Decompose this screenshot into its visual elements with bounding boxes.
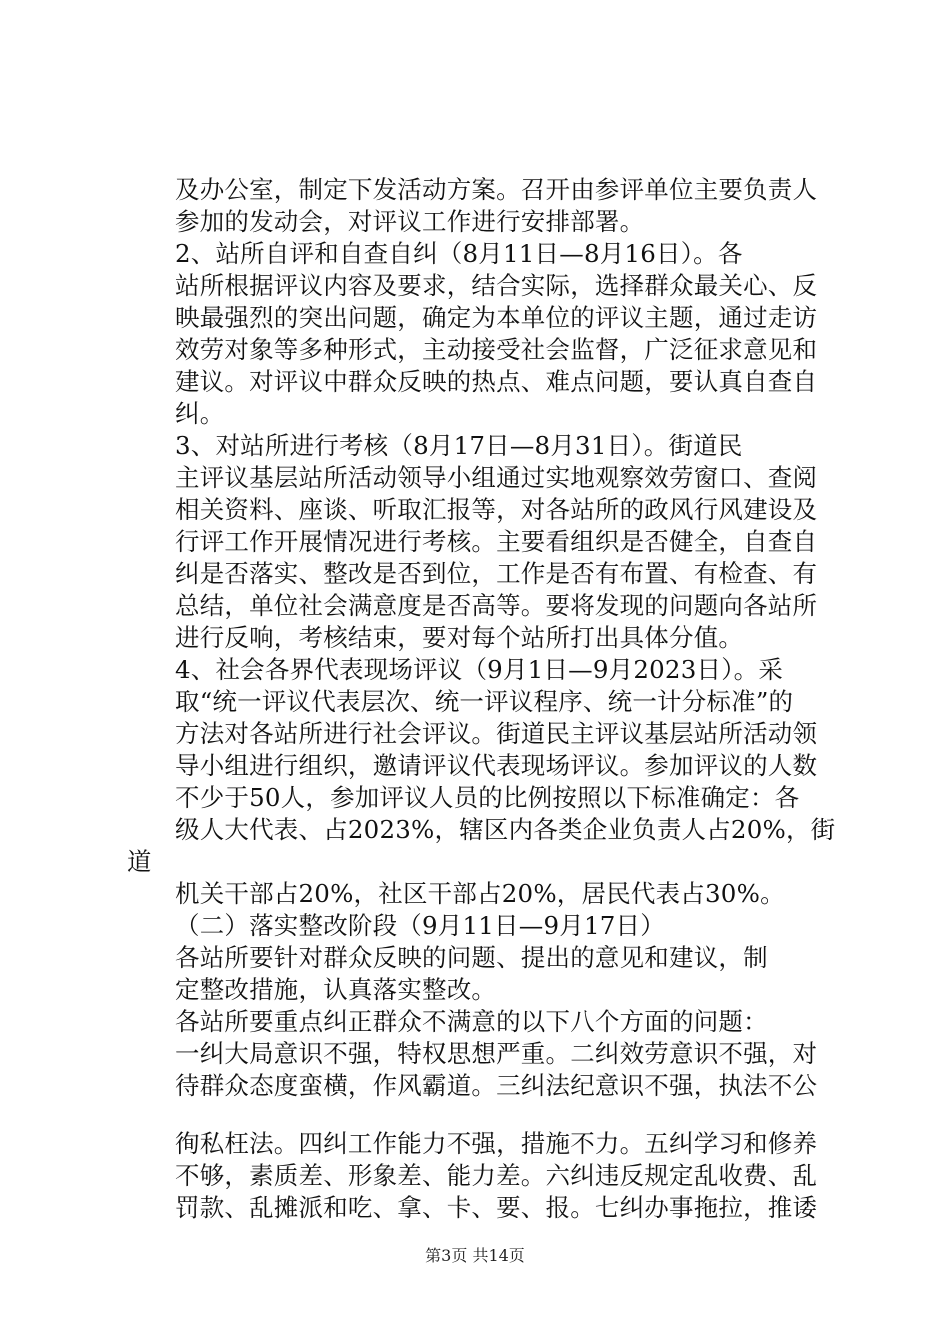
body-text-line: 纠。 bbox=[175, 399, 225, 428]
body-text-line: 及办公室，制定下发活动方案。召开由参评单位主要负责人 bbox=[175, 175, 818, 204]
body-text-line: 定整改措施，认真落实整改。 bbox=[175, 975, 497, 1004]
body-text-line: 建议。对评议中群众反映的热点、难点问题，要认真自查自 bbox=[175, 367, 818, 396]
body-text-line: （二）落实整改阶段（9月11日—9月17日） bbox=[175, 911, 665, 940]
body-text-line: 总结，单位社会满意度是否高等。要将发现的问题向各站所 bbox=[175, 591, 818, 620]
body-text-line: 纠是否落实、整改是否到位，工作是否有布置、有检查、有 bbox=[175, 559, 818, 588]
body-text-line: 级人大代表、占2023%，辖区内各类企业负责人占20%，街 bbox=[175, 815, 836, 844]
body-text-line: 站所根据评议内容及要求，结合实际，选择群众最关心、反 bbox=[175, 271, 818, 300]
body-text-line: 进行反响，考核结束，要对每个站所打出具体分值。 bbox=[175, 623, 744, 652]
body-text-line: 待群众态度蛮横，作风霸道。三纠法纪意识不强，执法不公 bbox=[175, 1071, 818, 1100]
body-text-line: 不够，素质差、形象差、能力差。六纠违反规定乱收费、乱 bbox=[175, 1161, 818, 1190]
body-text-line: 主评议基层站所活动领导小组通过实地观察效劳窗口、查阅 bbox=[175, 463, 818, 492]
body-text-line: 道 bbox=[127, 847, 152, 876]
body-text-line: 映最强烈的突出问题，确定为本单位的评议主题，通过走访 bbox=[175, 303, 818, 332]
body-text-line: 2、站所自评和自查自纠（8月11日—8月16日）。各 bbox=[175, 239, 743, 268]
body-text-line: 导小组进行组织，邀请评议代表现场评议。参加评议的人数 bbox=[175, 751, 818, 780]
body-text-line: 一纠大局意识不强，特权思想严重。二纠效劳意识不强，对 bbox=[175, 1039, 818, 1068]
body-text-line: 4、社会各界代表现场评议（9月1日—9月2023日）。采 bbox=[175, 655, 784, 684]
body-text-line: 行评工作开展情况进行考核。主要看组织是否健全，自查自 bbox=[175, 527, 818, 556]
body-text-line: 机关干部占20%，社区干部占20%，居民代表占30%。 bbox=[175, 879, 785, 908]
body-text-line: 各站所要重点纠正群众不满意的以下八个方面的问题： bbox=[175, 1007, 768, 1036]
body-text-line: 相关资料、座谈、听取汇报等，对各站所的政风行风建设及 bbox=[175, 495, 818, 524]
body-text-line: 各站所要针对群众反映的问题、提出的意见和建议，制 bbox=[175, 943, 768, 972]
body-text-line: 取“统一评议代表层次、统一评议程序、统一计分标准”的 bbox=[175, 687, 794, 716]
page-number: 第3页 共14页 bbox=[425, 1246, 525, 1265]
body-text-line: 徇私枉法。四纠工作能力不强，措施不力。五纠学习和修养 bbox=[175, 1129, 818, 1158]
body-text-line: 效劳对象等多种形式，主动接受社会监督，广泛征求意见和 bbox=[175, 335, 818, 364]
body-text-line: 方法对各站所进行社会评议。街道民主评议基层站所活动领 bbox=[175, 719, 818, 748]
body-text-line: 罚款、乱摊派和吃、拿、卡、要、报。七纠办事拖拉，推诿 bbox=[175, 1193, 818, 1222]
body-text-line: 3、对站所进行考核（8月17日—8月31日）。街道民 bbox=[175, 431, 743, 460]
body-text-line: 参加的发动会，对评议工作进行安排部署。 bbox=[175, 207, 645, 236]
body-text-line: 不少于50人，参加评议人员的比例按照以下标准确定：各 bbox=[175, 783, 800, 812]
